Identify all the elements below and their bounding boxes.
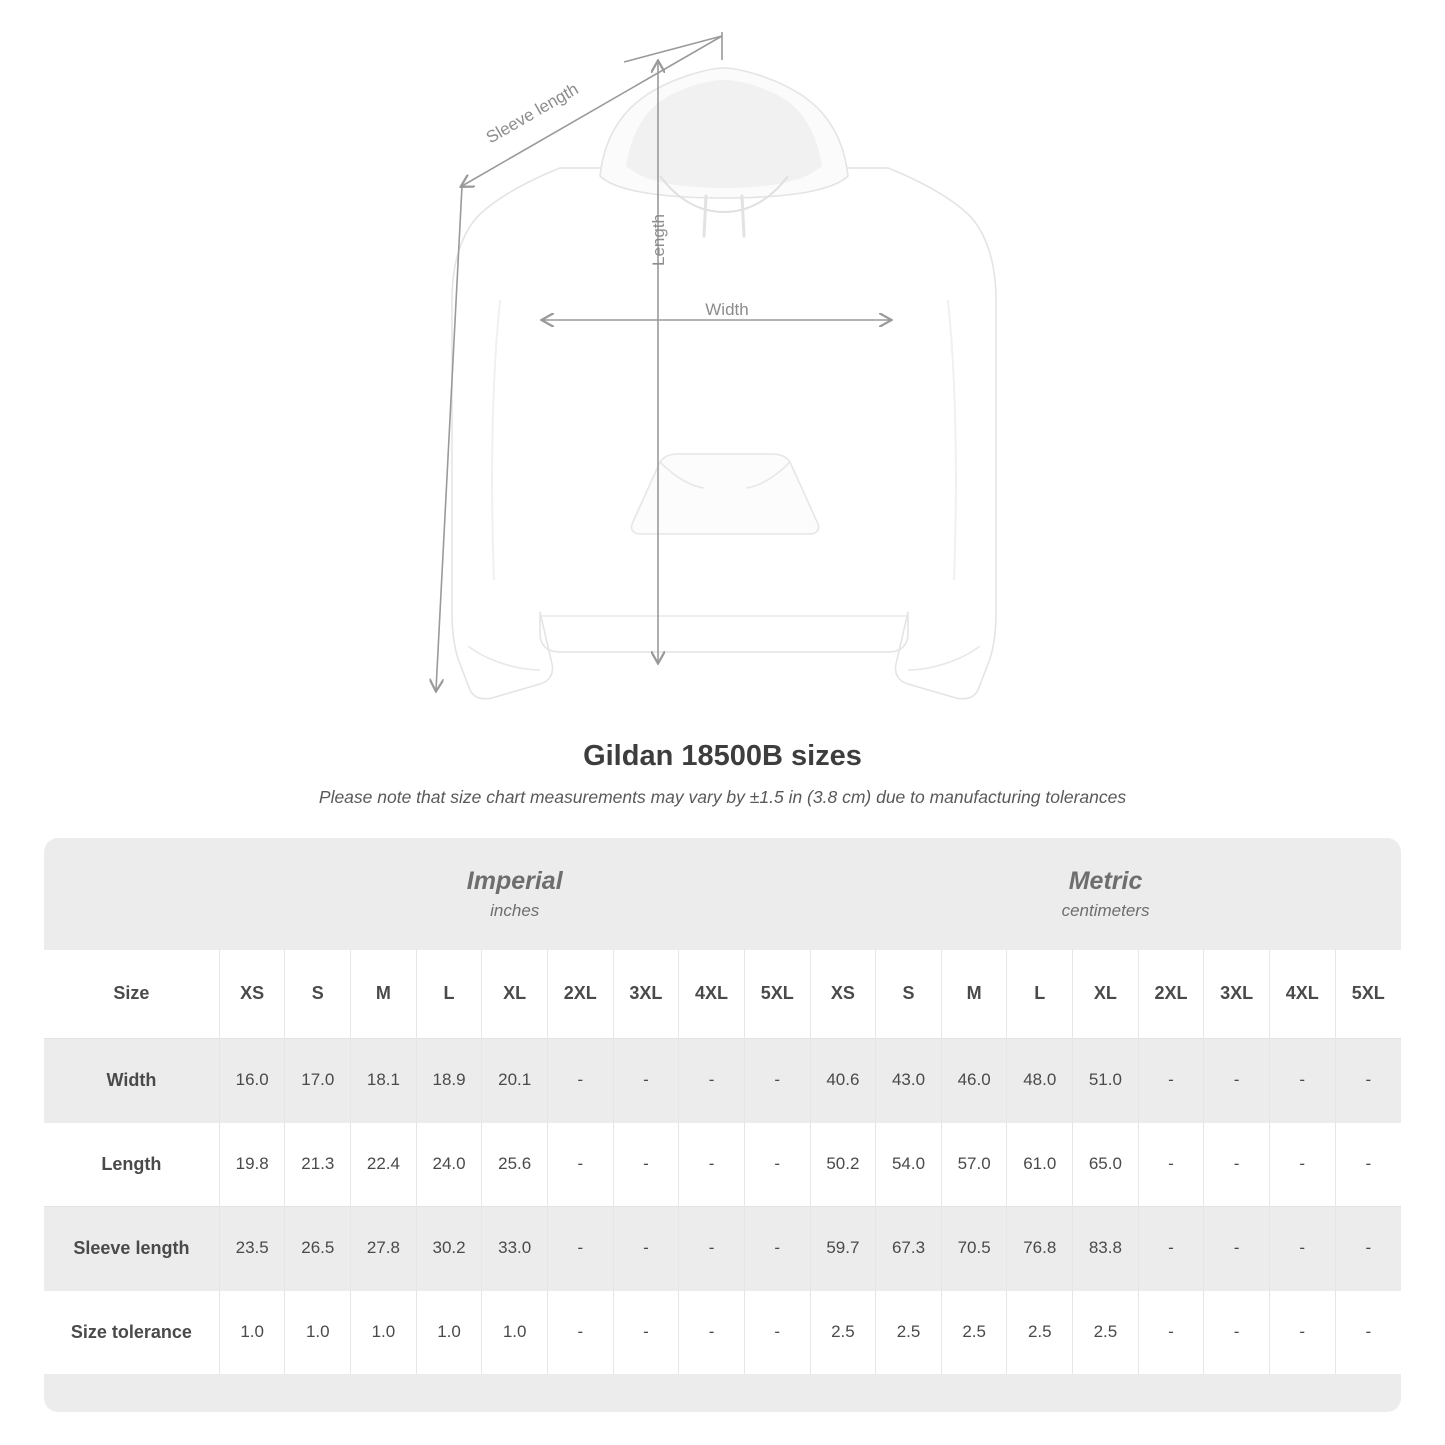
cell: - — [679, 1206, 745, 1290]
row-label: Length — [44, 1122, 219, 1206]
cell: 16.0 — [219, 1038, 285, 1122]
cell: 59.7 — [810, 1206, 876, 1290]
title-block — [0, 740, 1445, 808]
table-row — [44, 1122, 1401, 1206]
cell: 67.3 — [876, 1206, 942, 1290]
cell: 1.0 — [351, 1290, 417, 1374]
size-header-cell: L — [1007, 950, 1073, 1038]
cell: - — [547, 1122, 613, 1206]
page-title: Gildan 18500B sizes — [583, 740, 862, 772]
cell: - — [1269, 1206, 1335, 1290]
cell: 2.5 — [1007, 1290, 1073, 1374]
cell: - — [1138, 1290, 1204, 1374]
cell: 46.0 — [941, 1038, 1007, 1122]
cell: 61.0 — [1007, 1122, 1073, 1206]
size-header-cell: 4XL — [1269, 950, 1335, 1038]
row-label: Size tolerance — [44, 1290, 219, 1374]
cell: 25.6 — [482, 1122, 548, 1206]
cell: 27.8 — [351, 1206, 417, 1290]
cell: 20.1 — [482, 1038, 548, 1122]
table-footer-strip — [44, 1374, 1401, 1412]
cell: 48.0 — [1007, 1038, 1073, 1122]
table-row — [44, 1206, 1401, 1290]
unit-metric — [810, 838, 1401, 950]
size-header-cell: S — [285, 950, 351, 1038]
cell: 2.5 — [810, 1290, 876, 1374]
label-sleeve-length: Sleeve length — [482, 79, 582, 148]
cell: 2.5 — [941, 1290, 1007, 1374]
tolerance-note: Please note that size chart measurements may vary by ±1.5 in (3.8 cm) due to manufacturing tolerances — [318, 787, 1127, 807]
cell: - — [1204, 1122, 1270, 1206]
cell: 40.6 — [810, 1038, 876, 1122]
hoodie-shape — [452, 68, 996, 699]
cell: - — [613, 1206, 679, 1290]
cell: - — [1204, 1290, 1270, 1374]
cell: - — [1204, 1206, 1270, 1290]
cell: 23.5 — [219, 1206, 285, 1290]
unit-metric-sub: centimeters — [1061, 901, 1150, 921]
cell: - — [679, 1038, 745, 1122]
size-header-cell: 4XL — [679, 950, 745, 1038]
cell: 24.0 — [416, 1122, 482, 1206]
cell: - — [679, 1290, 745, 1374]
cell: 22.4 — [351, 1122, 417, 1206]
cell: - — [547, 1206, 613, 1290]
size-header-cell: 3XL — [1204, 950, 1270, 1038]
cell: 54.0 — [876, 1122, 942, 1206]
cell: 17.0 — [285, 1038, 351, 1122]
cell: 2.5 — [876, 1290, 942, 1374]
cell: - — [1335, 1122, 1401, 1206]
cell: - — [1269, 1122, 1335, 1206]
cell: 1.0 — [219, 1290, 285, 1374]
table-row — [44, 1290, 1401, 1374]
cell: - — [547, 1038, 613, 1122]
cell: 1.0 — [482, 1290, 548, 1374]
cell: - — [1335, 1038, 1401, 1122]
size-header-cell: M — [351, 950, 417, 1038]
cell: - — [547, 1290, 613, 1374]
unit-imperial-name: Imperial — [466, 866, 563, 895]
cell: 19.8 — [219, 1122, 285, 1206]
size-header-cell: 3XL — [613, 950, 679, 1038]
cell: 1.0 — [285, 1290, 351, 1374]
unit-imperial-sub: inches — [490, 901, 540, 921]
cell: - — [1269, 1038, 1335, 1122]
cell: 1.0 — [416, 1290, 482, 1374]
cell: 18.1 — [351, 1038, 417, 1122]
cell: 51.0 — [1073, 1038, 1139, 1122]
cell: - — [613, 1038, 679, 1122]
cell: 21.3 — [285, 1122, 351, 1206]
cell: - — [1335, 1290, 1401, 1374]
size-header-cell: 2XL — [547, 950, 613, 1038]
cell: 2.5 — [1073, 1290, 1139, 1374]
cell: 76.8 — [1007, 1206, 1073, 1290]
size-header-cell: L — [416, 950, 482, 1038]
size-header-cell: S — [876, 950, 942, 1038]
table-row — [44, 1038, 1401, 1122]
cell: - — [744, 1206, 810, 1290]
cell: - — [679, 1122, 745, 1206]
header-size-label: Size — [44, 950, 219, 1038]
size-header-cell: XL — [482, 950, 548, 1038]
cell: 30.2 — [416, 1206, 482, 1290]
cell: 43.0 — [876, 1038, 942, 1122]
cell: 70.5 — [941, 1206, 1007, 1290]
size-header-cell: XS — [810, 950, 876, 1038]
cell: 57.0 — [941, 1122, 1007, 1206]
cell: - — [613, 1290, 679, 1374]
cell: - — [744, 1038, 810, 1122]
cell: - — [744, 1290, 810, 1374]
size-header-cell: 5XL — [744, 950, 810, 1038]
cell: 83.8 — [1073, 1206, 1139, 1290]
cell: 33.0 — [482, 1206, 548, 1290]
size-header-row — [44, 950, 1401, 1038]
cell: - — [1335, 1206, 1401, 1290]
table-corner — [44, 838, 219, 950]
size-header-cell: M — [941, 950, 1007, 1038]
cell: - — [1138, 1206, 1204, 1290]
cell: 18.9 — [416, 1038, 482, 1122]
cell: - — [1204, 1038, 1270, 1122]
cell: 26.5 — [285, 1206, 351, 1290]
size-header-cell: XS — [219, 950, 285, 1038]
size-header-cell: 5XL — [1335, 950, 1401, 1038]
label-length: Length — [649, 214, 668, 266]
cell: - — [613, 1122, 679, 1206]
footer-cell — [44, 1374, 1401, 1412]
size-table-wrapper — [44, 838, 1401, 1412]
unit-header-row — [44, 838, 1401, 950]
size-header-cell: XL — [1073, 950, 1139, 1038]
size-header-cell: 2XL — [1138, 950, 1204, 1038]
cell: - — [1269, 1290, 1335, 1374]
cell: - — [744, 1122, 810, 1206]
row-label: Sleeve length — [44, 1206, 219, 1290]
label-width: Width — [705, 300, 749, 319]
unit-imperial — [219, 838, 810, 950]
cell: 65.0 — [1073, 1122, 1139, 1206]
cell: 50.2 — [810, 1122, 876, 1206]
cell: - — [1138, 1038, 1204, 1122]
row-label: Width — [44, 1038, 219, 1122]
unit-metric-name: Metric — [1068, 866, 1143, 895]
size-table — [44, 838, 1401, 1412]
cell: - — [1138, 1122, 1204, 1206]
